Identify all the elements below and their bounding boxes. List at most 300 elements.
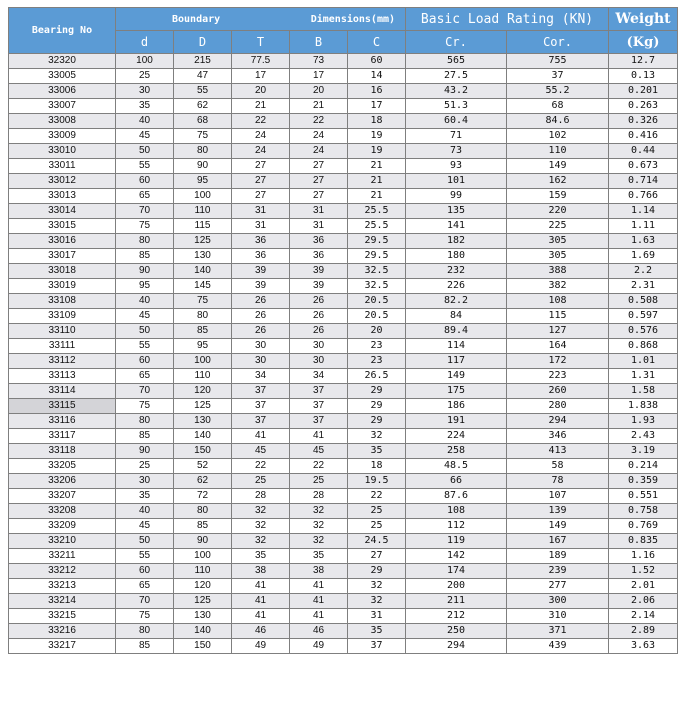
- cell-cor: 78: [507, 474, 609, 489]
- cell-D: 120: [174, 384, 232, 399]
- cell-B: 26: [290, 324, 348, 339]
- table-row: [9, 249, 678, 264]
- cell-cor: 167: [507, 534, 609, 549]
- cell-weight: 3.19: [609, 444, 678, 459]
- cell-bearing-no: 33018: [9, 264, 116, 279]
- cell-D: 95: [174, 339, 232, 354]
- cell-d: 80: [116, 624, 174, 639]
- cell-T: 41: [232, 609, 290, 624]
- table-row: [9, 639, 678, 654]
- cell-C: 20: [348, 324, 406, 339]
- cell-C: 32: [348, 579, 406, 594]
- table-row: [9, 54, 678, 69]
- cell-bearing-no: 33013: [9, 189, 116, 204]
- cell-C: 21: [348, 174, 406, 189]
- cell-bearing-no: 33207: [9, 489, 116, 504]
- cell-bearing-no: 33008: [9, 114, 116, 129]
- cell-weight: 0.13: [609, 69, 678, 84]
- cell-weight: 0.359: [609, 474, 678, 489]
- cell-T: 24: [232, 129, 290, 144]
- cell-weight: 1.93: [609, 414, 678, 429]
- cell-cor: 162: [507, 174, 609, 189]
- cell-cor: 346: [507, 429, 609, 444]
- cell-D: 80: [174, 504, 232, 519]
- cell-d: 30: [116, 84, 174, 99]
- cell-d: 55: [116, 159, 174, 174]
- cell-C: 27: [348, 549, 406, 564]
- cell-D: 150: [174, 444, 232, 459]
- cell-B: 49: [290, 639, 348, 654]
- cell-cr: 114: [406, 339, 507, 354]
- table-row: [9, 549, 678, 564]
- cell-T: 45: [232, 444, 290, 459]
- cell-d: 70: [116, 594, 174, 609]
- cell-weight: 2.14: [609, 609, 678, 624]
- cell-d: 50: [116, 534, 174, 549]
- cell-cor: 110: [507, 144, 609, 159]
- cell-cor: 164: [507, 339, 609, 354]
- cell-cr: 175: [406, 384, 507, 399]
- cell-bearing-no: 33214: [9, 594, 116, 609]
- cell-C: 35: [348, 444, 406, 459]
- bearing-table-container: [8, 7, 678, 654]
- cell-C: 19.5: [348, 474, 406, 489]
- cell-weight: 1.69: [609, 249, 678, 264]
- cell-weight: 0.508: [609, 294, 678, 309]
- cell-B: 46: [290, 624, 348, 639]
- cell-T: 38: [232, 564, 290, 579]
- cell-d: 40: [116, 504, 174, 519]
- cell-cor: 159: [507, 189, 609, 204]
- table-row: [9, 609, 678, 624]
- cell-C: 29: [348, 384, 406, 399]
- cell-C: 23: [348, 339, 406, 354]
- cell-C: 17: [348, 99, 406, 114]
- table-row: [9, 384, 678, 399]
- cell-T: 32: [232, 504, 290, 519]
- cell-B: 41: [290, 594, 348, 609]
- cell-B: 22: [290, 459, 348, 474]
- cell-D: 55: [174, 84, 232, 99]
- header-col-B: B: [290, 31, 348, 54]
- cell-B: 36: [290, 234, 348, 249]
- cell-B: 32: [290, 504, 348, 519]
- cell-cr: 99: [406, 189, 507, 204]
- cell-bearing-no: 33118: [9, 444, 116, 459]
- cell-D: 140: [174, 624, 232, 639]
- cell-bearing-no: 33010: [9, 144, 116, 159]
- table-row: [9, 564, 678, 579]
- cell-bearing-no: 33009: [9, 129, 116, 144]
- cell-cr: 89.4: [406, 324, 507, 339]
- cell-d: 85: [116, 639, 174, 654]
- cell-D: 130: [174, 414, 232, 429]
- header-col-cr: Cr.: [406, 31, 507, 54]
- cell-D: 125: [174, 399, 232, 414]
- cell-B: 26: [290, 294, 348, 309]
- table-row: [9, 414, 678, 429]
- cell-d: 25: [116, 69, 174, 84]
- cell-T: 37: [232, 414, 290, 429]
- cell-cor: 382: [507, 279, 609, 294]
- cell-T: 39: [232, 264, 290, 279]
- cell-T: 20: [232, 84, 290, 99]
- cell-weight: 2.89: [609, 624, 678, 639]
- cell-bearing-no: 33116: [9, 414, 116, 429]
- cell-C: 26.5: [348, 369, 406, 384]
- cell-cor: 300: [507, 594, 609, 609]
- cell-C: 20.5: [348, 294, 406, 309]
- cell-T: 31: [232, 204, 290, 219]
- cell-B: 30: [290, 354, 348, 369]
- header-row-top: [9, 8, 678, 31]
- cell-B: 20: [290, 84, 348, 99]
- cell-cor: 55.2: [507, 84, 609, 99]
- cell-C: 21: [348, 159, 406, 174]
- cell-cor: 107: [507, 489, 609, 504]
- cell-weight: 1.16: [609, 549, 678, 564]
- cell-weight: 1.63: [609, 234, 678, 249]
- cell-cr: 82.2: [406, 294, 507, 309]
- cell-C: 25: [348, 519, 406, 534]
- cell-cr: 180: [406, 249, 507, 264]
- cell-T: 28: [232, 489, 290, 504]
- cell-cr: 200: [406, 579, 507, 594]
- cell-C: 25.5: [348, 204, 406, 219]
- table-row: [9, 519, 678, 534]
- cell-C: 60: [348, 54, 406, 69]
- cell-weight: 0.769: [609, 519, 678, 534]
- cell-C: 29: [348, 414, 406, 429]
- cell-cor: 439: [507, 639, 609, 654]
- cell-cr: 117: [406, 354, 507, 369]
- cell-d: 80: [116, 234, 174, 249]
- cell-bearing-no: 33017: [9, 249, 116, 264]
- cell-bearing-no: 33109: [9, 309, 116, 324]
- cell-weight: 0.835: [609, 534, 678, 549]
- cell-bearing-no: 33213: [9, 579, 116, 594]
- header-dimensions: Dimensions(mm): [310, 13, 396, 25]
- cell-C: 37: [348, 639, 406, 654]
- table-row: [9, 84, 678, 99]
- cell-weight: 2.01: [609, 579, 678, 594]
- cell-C: 25.5: [348, 219, 406, 234]
- cell-d: 80: [116, 414, 174, 429]
- cell-d: 45: [116, 129, 174, 144]
- cell-D: 120: [174, 579, 232, 594]
- cell-cr: 294: [406, 639, 507, 654]
- cell-weight: 2.06: [609, 594, 678, 609]
- cell-C: 14: [348, 69, 406, 84]
- cell-weight: 0.673: [609, 159, 678, 174]
- cell-weight: 0.758: [609, 504, 678, 519]
- cell-d: 90: [116, 444, 174, 459]
- cell-weight: 1.52: [609, 564, 678, 579]
- cell-D: 95: [174, 174, 232, 189]
- table-row: [9, 294, 678, 309]
- cell-T: 35: [232, 549, 290, 564]
- table-row: [9, 399, 678, 414]
- table-row: [9, 459, 678, 474]
- cell-cor: 189: [507, 549, 609, 564]
- cell-T: 26: [232, 309, 290, 324]
- cell-D: 110: [174, 564, 232, 579]
- cell-D: 140: [174, 429, 232, 444]
- cell-bearing-no: 33019: [9, 279, 116, 294]
- cell-D: 110: [174, 369, 232, 384]
- cell-D: 72: [174, 489, 232, 504]
- cell-bearing-no: 33011: [9, 159, 116, 174]
- cell-d: 85: [116, 249, 174, 264]
- cell-cor: 139: [507, 504, 609, 519]
- cell-C: 29.5: [348, 234, 406, 249]
- cell-d: 100: [116, 54, 174, 69]
- cell-cr: 142: [406, 549, 507, 564]
- cell-weight: 3.63: [609, 639, 678, 654]
- cell-cor: 84.6: [507, 114, 609, 129]
- cell-d: 25: [116, 459, 174, 474]
- cell-bearing-no: 33216: [9, 624, 116, 639]
- cell-D: 125: [174, 234, 232, 249]
- cell-cr: 108: [406, 504, 507, 519]
- cell-d: 65: [116, 189, 174, 204]
- cell-C: 32: [348, 594, 406, 609]
- cell-T: 32: [232, 534, 290, 549]
- cell-B: 35: [290, 549, 348, 564]
- cell-weight: 1.838: [609, 399, 678, 414]
- cell-T: 34: [232, 369, 290, 384]
- cell-weight: 0.714: [609, 174, 678, 189]
- table-row: [9, 489, 678, 504]
- cell-T: 27: [232, 159, 290, 174]
- table-row: [9, 114, 678, 129]
- cell-D: 150: [174, 639, 232, 654]
- cell-cr: 84: [406, 309, 507, 324]
- cell-B: 41: [290, 609, 348, 624]
- cell-C: 25: [348, 504, 406, 519]
- cell-bearing-no: 33108: [9, 294, 116, 309]
- cell-cr: 224: [406, 429, 507, 444]
- table-row: [9, 189, 678, 204]
- cell-weight: 12.7: [609, 54, 678, 69]
- cell-bearing-no: 33217: [9, 639, 116, 654]
- cell-weight: 0.201: [609, 84, 678, 99]
- cell-weight: 2.43: [609, 429, 678, 444]
- cell-cr: 226: [406, 279, 507, 294]
- cell-bearing-no: 32320: [9, 54, 116, 69]
- header-col-C: C: [348, 31, 406, 54]
- cell-weight: 2.2: [609, 264, 678, 279]
- cell-weight: 1.11: [609, 219, 678, 234]
- cell-d: 75: [116, 399, 174, 414]
- cell-T: 46: [232, 624, 290, 639]
- header-boundary: Boundary: [172, 13, 221, 25]
- cell-bearing-no: 33016: [9, 234, 116, 249]
- cell-cr: 51.3: [406, 99, 507, 114]
- cell-B: 38: [290, 564, 348, 579]
- header-boundary-dimensions: [116, 8, 406, 31]
- cell-weight: 1.01: [609, 354, 678, 369]
- cell-cr: 135: [406, 204, 507, 219]
- cell-cr: 87.6: [406, 489, 507, 504]
- cell-T: 27: [232, 189, 290, 204]
- cell-cr: 27.5: [406, 69, 507, 84]
- cell-cor: 37: [507, 69, 609, 84]
- table-row: [9, 144, 678, 159]
- cell-cor: 305: [507, 249, 609, 264]
- cell-cr: 212: [406, 609, 507, 624]
- cell-C: 29: [348, 564, 406, 579]
- cell-T: 41: [232, 579, 290, 594]
- cell-D: 100: [174, 189, 232, 204]
- table-row: [9, 204, 678, 219]
- cell-cor: 294: [507, 414, 609, 429]
- table-row: [9, 624, 678, 639]
- cell-C: 32.5: [348, 264, 406, 279]
- table-row: [9, 264, 678, 279]
- cell-cr: 258: [406, 444, 507, 459]
- cell-cor: 149: [507, 159, 609, 174]
- cell-T: 21: [232, 99, 290, 114]
- cell-C: 20.5: [348, 309, 406, 324]
- cell-T: 26: [232, 294, 290, 309]
- cell-bearing-no: 33211: [9, 549, 116, 564]
- cell-cr: 43.2: [406, 84, 507, 99]
- cell-D: 100: [174, 549, 232, 564]
- cell-bearing-no: 33206: [9, 474, 116, 489]
- cell-B: 27: [290, 159, 348, 174]
- cell-B: 22: [290, 114, 348, 129]
- cell-C: 35: [348, 624, 406, 639]
- cell-bearing-no: 33005: [9, 69, 116, 84]
- cell-B: 30: [290, 339, 348, 354]
- cell-d: 50: [116, 324, 174, 339]
- cell-weight: 0.263: [609, 99, 678, 114]
- cell-d: 90: [116, 264, 174, 279]
- cell-weight: 1.31: [609, 369, 678, 384]
- cell-cor: 68: [507, 99, 609, 114]
- cell-B: 21: [290, 99, 348, 114]
- cell-B: 39: [290, 264, 348, 279]
- cell-B: 24: [290, 129, 348, 144]
- cell-weight: 1.58: [609, 384, 678, 399]
- cell-d: 65: [116, 579, 174, 594]
- cell-cr: 186: [406, 399, 507, 414]
- cell-d: 60: [116, 564, 174, 579]
- table-row: [9, 234, 678, 249]
- cell-D: 140: [174, 264, 232, 279]
- cell-d: 55: [116, 339, 174, 354]
- cell-D: 85: [174, 324, 232, 339]
- cell-B: 27: [290, 189, 348, 204]
- cell-weight: 0.416: [609, 129, 678, 144]
- cell-D: 115: [174, 219, 232, 234]
- header-col-d: d: [116, 31, 174, 54]
- cell-B: 41: [290, 579, 348, 594]
- cell-cr: 565: [406, 54, 507, 69]
- cell-bearing-no: 33112: [9, 354, 116, 369]
- cell-C: 18: [348, 459, 406, 474]
- cell-T: 36: [232, 234, 290, 249]
- cell-bearing-no: 33115: [9, 399, 116, 414]
- cell-cr: 191: [406, 414, 507, 429]
- cell-B: 27: [290, 174, 348, 189]
- cell-D: 100: [174, 354, 232, 369]
- cell-C: 29: [348, 399, 406, 414]
- cell-d: 75: [116, 219, 174, 234]
- cell-d: 35: [116, 99, 174, 114]
- cell-cr: 149: [406, 369, 507, 384]
- cell-cr: 119: [406, 534, 507, 549]
- cell-B: 26: [290, 309, 348, 324]
- table-row: [9, 99, 678, 114]
- cell-D: 90: [174, 534, 232, 549]
- cell-D: 75: [174, 294, 232, 309]
- cell-weight: 1.14: [609, 204, 678, 219]
- cell-weight: 0.214: [609, 459, 678, 474]
- header-weight-unit: (Kg): [609, 31, 678, 54]
- cell-cr: 48.5: [406, 459, 507, 474]
- cell-d: 40: [116, 294, 174, 309]
- cell-bearing-no: 33212: [9, 564, 116, 579]
- cell-C: 24.5: [348, 534, 406, 549]
- table-row: [9, 354, 678, 369]
- header-col-D: D: [174, 31, 232, 54]
- cell-cr: 112: [406, 519, 507, 534]
- cell-T: 49: [232, 639, 290, 654]
- cell-d: 60: [116, 174, 174, 189]
- cell-weight: 0.576: [609, 324, 678, 339]
- cell-cor: 225: [507, 219, 609, 234]
- cell-B: 32: [290, 519, 348, 534]
- cell-D: 215: [174, 54, 232, 69]
- cell-cor: 239: [507, 564, 609, 579]
- cell-cor: 149: [507, 519, 609, 534]
- cell-cor: 755: [507, 54, 609, 69]
- cell-C: 19: [348, 129, 406, 144]
- bearing-spec-table: [8, 7, 678, 654]
- cell-cor: 102: [507, 129, 609, 144]
- cell-B: 28: [290, 489, 348, 504]
- cell-cor: 388: [507, 264, 609, 279]
- cell-B: 31: [290, 219, 348, 234]
- cell-D: 75: [174, 129, 232, 144]
- cell-C: 31: [348, 609, 406, 624]
- cell-B: 36: [290, 249, 348, 264]
- cell-bearing-no: 33007: [9, 99, 116, 114]
- cell-B: 37: [290, 399, 348, 414]
- cell-d: 75: [116, 609, 174, 624]
- cell-C: 22: [348, 489, 406, 504]
- cell-T: 31: [232, 219, 290, 234]
- cell-d: 55: [116, 549, 174, 564]
- table-row: [9, 444, 678, 459]
- cell-cr: 211: [406, 594, 507, 609]
- cell-D: 80: [174, 309, 232, 324]
- header-weight: Weight: [609, 8, 678, 31]
- cell-T: 41: [232, 594, 290, 609]
- cell-cr: 232: [406, 264, 507, 279]
- cell-weight: 0.44: [609, 144, 678, 159]
- cell-cor: 413: [507, 444, 609, 459]
- cell-C: 16: [348, 84, 406, 99]
- cell-weight: 0.551: [609, 489, 678, 504]
- cell-cor: 260: [507, 384, 609, 399]
- cell-T: 30: [232, 354, 290, 369]
- cell-d: 70: [116, 384, 174, 399]
- cell-cr: 174: [406, 564, 507, 579]
- cell-bearing-no: 33205: [9, 459, 116, 474]
